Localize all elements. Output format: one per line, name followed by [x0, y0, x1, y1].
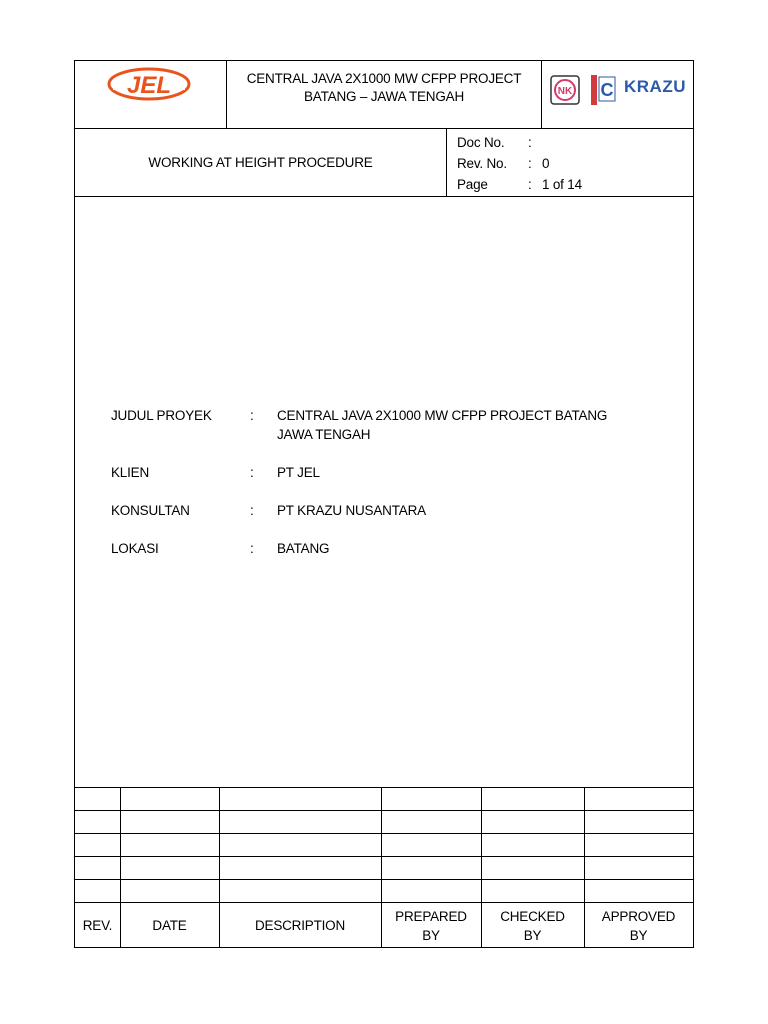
- logo-divider-right: [541, 61, 542, 128]
- jel-logo: [107, 67, 191, 101]
- rev-header-approved: APPROVED: [601, 909, 676, 924]
- krazu-logo: KRAZU: [624, 77, 686, 96]
- rev-header-description: DESCRIPTION: [254, 918, 346, 933]
- rev-header-prepared-by: BY: [422, 928, 440, 943]
- info-value-lokasi: BATANG: [277, 541, 330, 556]
- info-value-klien: PT JEL: [277, 465, 320, 480]
- title-divider-vertical: [446, 128, 447, 196]
- header-divider: [75, 128, 693, 129]
- info-label-klien: KLIEN: [111, 465, 150, 480]
- rev-header-approved-by: BY: [629, 928, 648, 943]
- info-colon-lokasi: :: [250, 541, 254, 556]
- document-frame: [74, 60, 694, 948]
- info-value-judul-line2: JAWA TENGAH: [277, 427, 371, 442]
- rev-header-checked: CHECKED: [500, 909, 565, 924]
- title-divider: [75, 196, 693, 197]
- info-colon-judul: :: [250, 408, 254, 423]
- c-badge-logo: [589, 71, 617, 109]
- rev-header-date: DATE: [152, 918, 187, 933]
- project-title-line2: BATANG – JAWA TENGAH: [303, 89, 465, 104]
- info-colon-klien: :: [250, 465, 254, 480]
- info-label-judul: JUDUL PROYEK: [111, 408, 212, 423]
- rev-no-label: Rev. No.: [457, 156, 507, 171]
- rev-table-row-line: [75, 856, 693, 857]
- nk-logo: [550, 75, 580, 105]
- svg-text:C: C: [600, 80, 614, 100]
- procedure-title: WORKING AT HEIGHT PROCEDURE: [148, 155, 373, 170]
- page-label: Page: [457, 177, 488, 192]
- info-label-konsultan: KONSULTAN: [111, 503, 190, 518]
- rev-no-colon: :: [528, 156, 532, 171]
- rev-table-row-line: [75, 810, 693, 811]
- rev-header-rev: REV.: [82, 918, 113, 933]
- rev-header-prepared: PREPARED: [395, 909, 467, 924]
- rev-table-top: [75, 787, 693, 788]
- doc-no-colon: :: [528, 135, 532, 150]
- info-value-konsultan: PT KRAZU NUSANTARA: [277, 503, 426, 518]
- svg-text:NK: NK: [557, 86, 573, 97]
- page-colon: :: [528, 177, 532, 192]
- info-value-judul: CENTRAL JAVA 2X1000 MW CFPP PROJECT BATANG: [277, 408, 608, 423]
- info-colon-konsultan: :: [250, 503, 254, 518]
- rev-header-checked-by: BY: [523, 928, 542, 943]
- page-value: 1 of 14: [542, 177, 582, 192]
- rev-table-row-line: [75, 879, 693, 880]
- info-label-lokasi: LOKASI: [111, 541, 159, 556]
- rev-table-row-line: [75, 833, 693, 834]
- svg-text:JEL: JEL: [126, 72, 172, 99]
- doc-no-label: Doc No.: [457, 135, 505, 150]
- rev-no-value: 0: [542, 156, 550, 171]
- rev-table-header-line: [75, 902, 693, 903]
- project-title-line1: CENTRAL JAVA 2X1000 MW CFPP PROJECT: [246, 71, 522, 86]
